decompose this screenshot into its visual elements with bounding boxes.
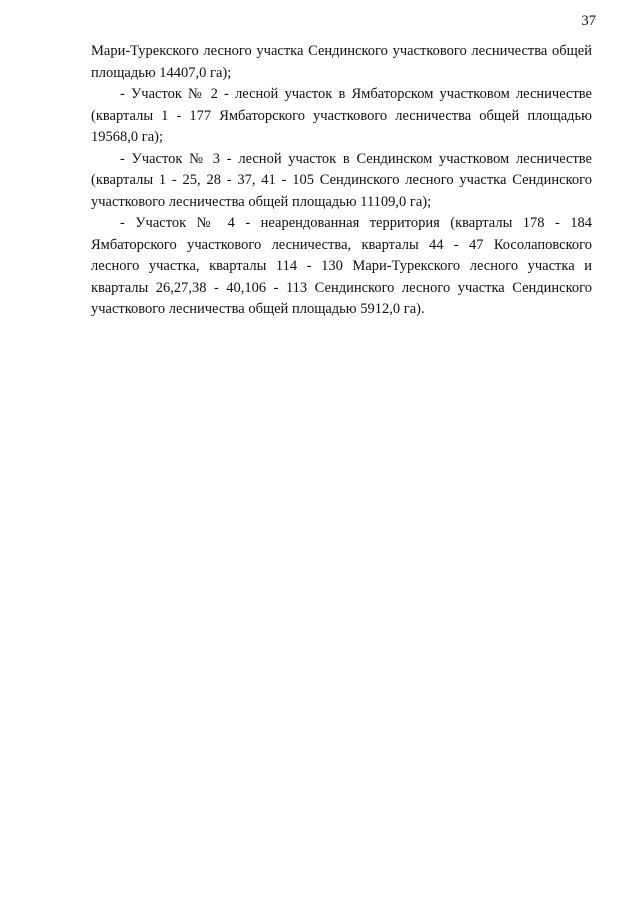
page-number: 37 bbox=[581, 13, 596, 29]
paragraph-plot-2: - Участок № 2 - лесной участок в Ямбаторском участковом лесничестве (кварталы 1 - 177 Ямбаторского участкового лесничества общей площадью 19568,0 га); bbox=[91, 86, 592, 145]
paragraph-continuation: Мари-Турекского лесного участка Сендинского участкового лесничества общей площадью 14407,0 га); bbox=[91, 43, 592, 81]
paragraph-plot-3: - Участок № 3 - лесной участок в Сендинском участковом лесничестве (кварталы 1 - 25, 28 - 37, 41 - 105 Сендинского лесного участка Сендинского участкового лесничества общей площадью 11109,0 га); bbox=[91, 150, 592, 210]
document-body bbox=[91, 41, 592, 321]
paragraph-plot-4: - Участок № 4 - неарендованная территория (кварталы 178 - 184 Ямбаторского участкового лесничества, кварталы 44 - 47 Косолаповского лесного участка, кварталы 114 - 130 Мари-Турекского лесного участка и кварталы 26,27,38 - 40,106 - 113 Сендинского лесного участка Сендинского участкового лесничества общей площадью 5912,0 га). bbox=[91, 215, 592, 317]
